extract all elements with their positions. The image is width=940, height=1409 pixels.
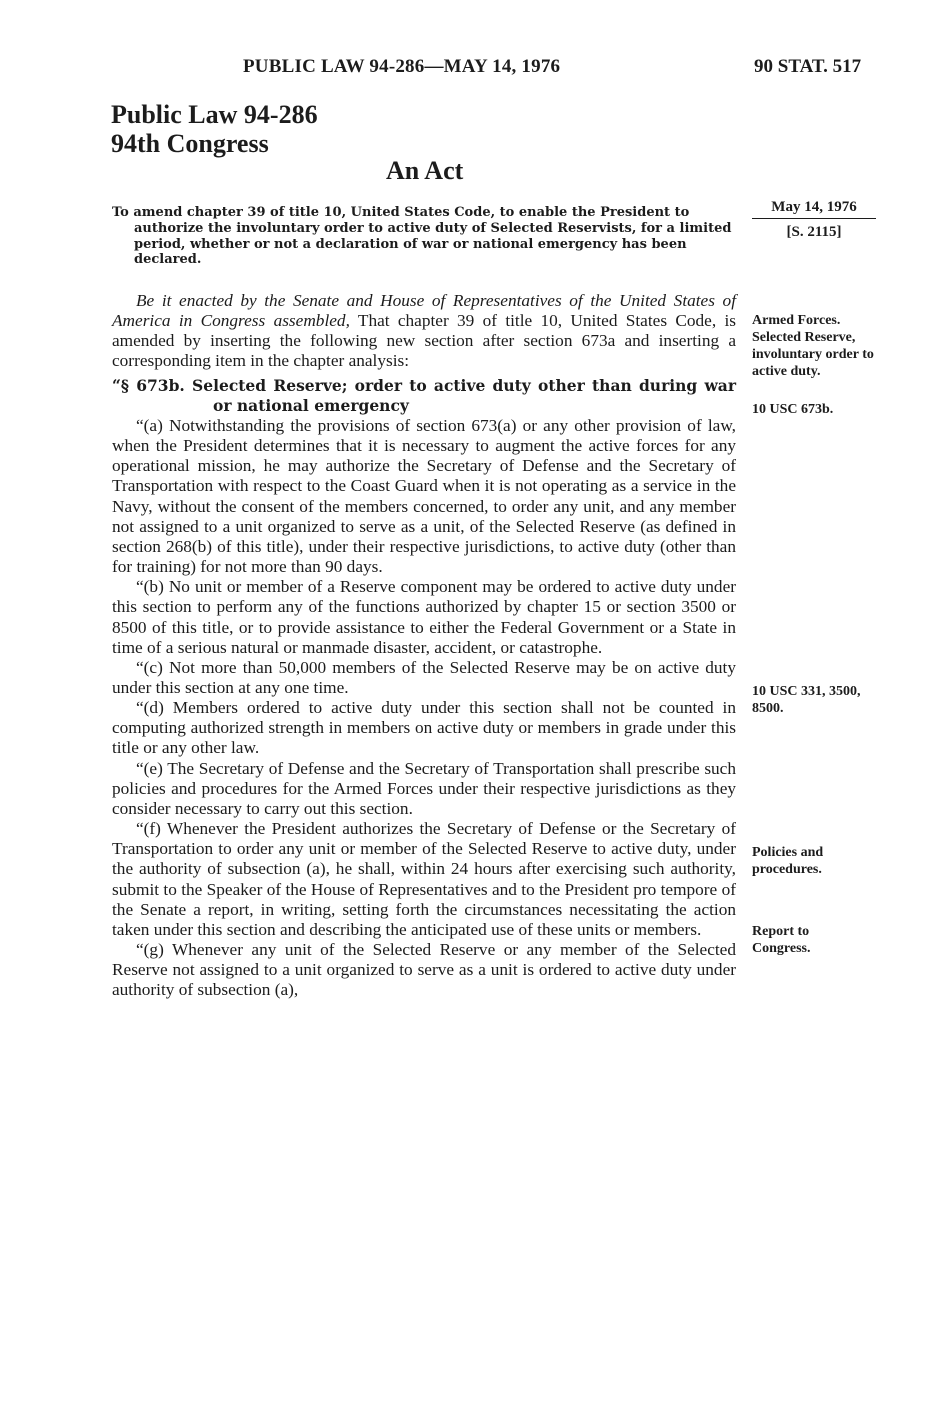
subsection-b: “(b) No unit or member of a Reserve component may be ordered to active duty under this section to perform any of the functions authorized by chapter 15 or section 3500 or 8500 of this title, or to provide assistance to either the Federal Government or a State in time of a serious natural or manmade disaster, accident, or catastrophe. bbox=[112, 577, 736, 657]
subsection-a: “(a) Notwithstanding the provisions of section 673(a) or any other provision of law, when the President determines that it is necessary to augment the active forces for any operational mission, he may authorize the Secretary of Defense and the Secretary of Transportation with respect to the Coast Guard when it is not operating as a service in the Navy, without the consent of the members concerned, to order any unit, and any member not assigned to a unit organized to serve as a unit, of the Selected Reserve (as defined in section 268(b) of this title), under their respective jurisdictions, to active duty (other than for training) for not more than 90 days. bbox=[112, 415, 736, 577]
congress-number: 94th Congress bbox=[111, 129, 269, 158]
margin-note-usc-673b: 10 USC 673b. bbox=[752, 402, 834, 417]
subsection-f: “(f) Whenever the President authorizes the Secretary of Defense or the Secretary of Transportation to order any unit or member of the Selected Reserve to active duty, under the authority of subsection (a), he shall, within 24 hours after exercising such authority, submit to the Speaker of the House of Representatives and to the President pro tempore of the Senate a report, in writing, setting forth the circumstances necessitating the action taken under this section and describing the anticipated use of these units or members. bbox=[112, 819, 736, 939]
margin-note-usc-331: 10 USC 331, 3500, 8500. bbox=[752, 684, 861, 716]
margin-note-armed-forces: Armed Forces. Selected Reserve, involuntary order to active duty. bbox=[752, 313, 874, 379]
public-law-number: Public Law 94-286 bbox=[111, 100, 318, 129]
act-body bbox=[112, 291, 736, 1000]
subsection-c: “(c) Not more than 50,000 members of the Selected Reserve may be on active duty under this section at any one time. bbox=[112, 657, 736, 697]
enacting-text: That chapter 39 of title 10, United States Code, is amended by inserting the following new section after section 673a and inserting a corresponding item in the chapter analysis: bbox=[112, 311, 736, 371]
enactment-date: May 14, 1976 bbox=[752, 199, 876, 219]
enacting-formula: Be it enacted by the Senate and House of Representatives of the United States of America in Congress assembled, bbox=[112, 291, 736, 331]
enactment-date-box bbox=[752, 199, 876, 241]
purpose-text: To amend chapter 39 of title 10, United States Code, to enable the President to authorize the involuntary order to active duty of Selected Reservists, for a limited period, whether or not a declaration of war or national emergency has been declared. bbox=[112, 205, 732, 268]
enacting-clause bbox=[112, 291, 736, 372]
margin-note-report: Report to Congress. bbox=[752, 924, 811, 956]
purpose-clause bbox=[112, 205, 736, 268]
margin-note-policies: Policies and procedures. bbox=[752, 845, 824, 877]
subsection-g: “(g) Whenever any unit of the Selected Reserve or any member of the Selected Reserve not assigned to a unit organized to serve as a unit is ordered to active duty under authority of subsection (a), bbox=[112, 940, 736, 1000]
running-head: PUBLIC LAW 94-286—MAY 14, 1976 bbox=[243, 56, 561, 77]
statute-page-number: 90 STAT. 517 bbox=[754, 56, 862, 77]
subsection-d: “(d) Members ordered to active duty under this section shall not be counted in computing authorized strength in members on active duty or members in grade under this title or any other law. bbox=[112, 698, 736, 758]
act-heading: An Act bbox=[386, 156, 464, 185]
section-heading: “§ 673b. Selected Reserve; order to active duty other than during war or national emergency bbox=[112, 375, 736, 415]
subsection-e: “(e) The Secretary of Defense and the Secretary of Transportation shall prescribe such policies and procedures for the Armed Forces under their respective jurisdictions as they consider necessary to carry out this section. bbox=[112, 758, 736, 818]
bill-number: [S. 2115] bbox=[786, 224, 842, 240]
